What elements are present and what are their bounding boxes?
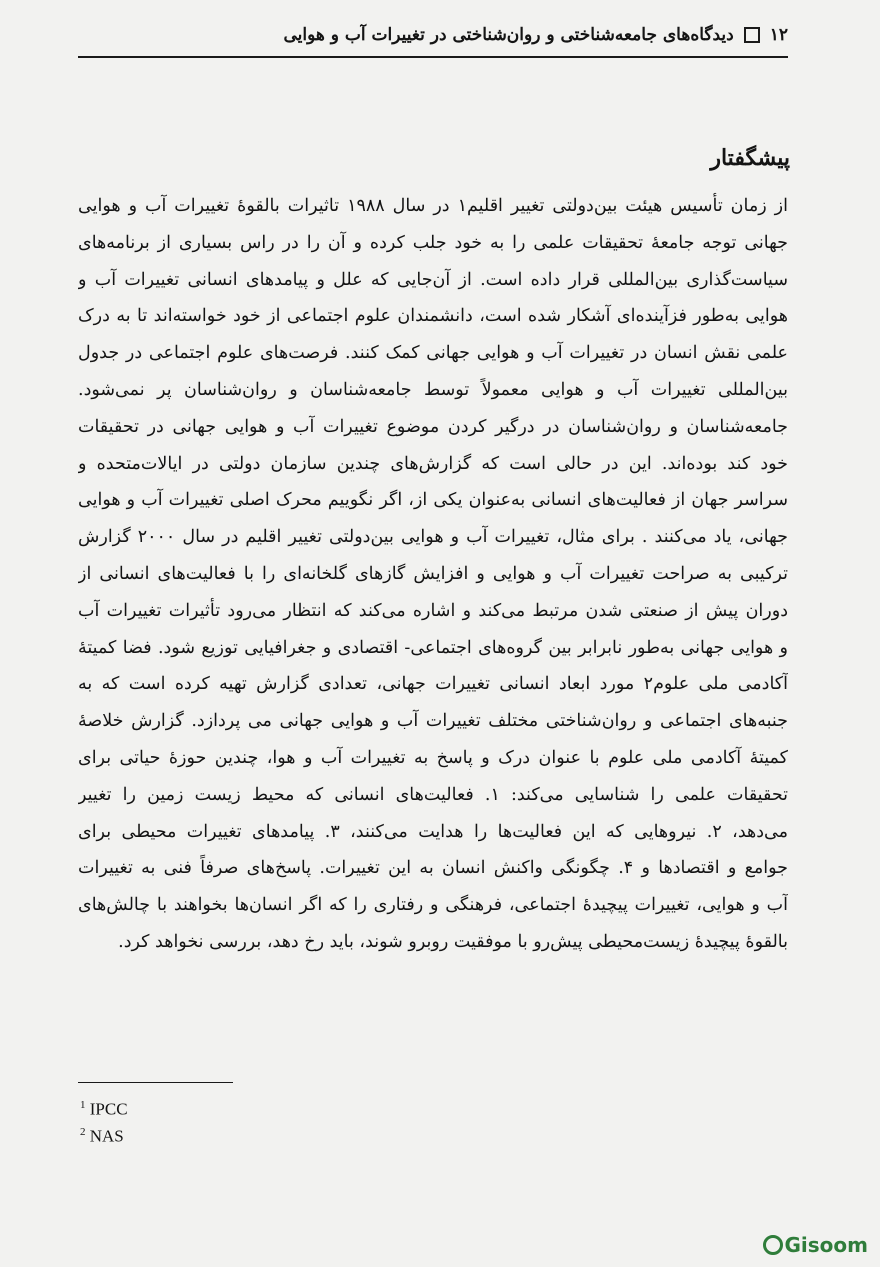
brand-text: Gisoom <box>784 1233 868 1257</box>
text-line: می‌دهد، ۲. نیروهایی که این فعالیت‌ها را هدایت می‌کنند، ۳. پیامدهای تغییرات محیطی برای <box>78 821 788 842</box>
square-bullet-icon <box>744 27 760 43</box>
text-line: جامعه‌شناسان و روان‌شناسان در درگیر کردن موضوع تغییرات آب و هوایی جهانی در تحقیقات <box>78 416 788 437</box>
text-line: جهانی توجه جامعهٔ تحقیقات علمی را به خود جلب کرده و آن را در راس بسیاری از برنامه‌های <box>78 232 788 253</box>
text-line: آب و هوایی، تغییرات پیچیدهٔ اجتماعی، فرهنگی و رفتاری را که اگر انسان‌ها بخواهند با چالش‌های <box>78 895 788 916</box>
footnotes <box>80 1094 128 1147</box>
text-line: سراسر جهان از فعالیت‌های انسانی به‌عنوان یکی از، اگر نگوییم محرک اصلی تغییرات آب و هوایی <box>78 490 788 511</box>
section-heading: پیشگفتار <box>710 145 790 171</box>
page-number: ۱۲ <box>769 25 788 45</box>
text-line: هوایی به‌طور فزآینده‌ای آشکار شده است، دانشمندان علوم اجتماعی از خود خواسته‌اند تا به درک <box>78 306 788 327</box>
brand-mark-icon <box>763 1235 783 1255</box>
footnote-2 <box>80 1121 128 1148</box>
text-line: بالقوهٔ پیچیدهٔ زیست‌محیطی پیش‌رو با موفقیت روبرو شوند، باید رخ دهد، بررسی نخواهد کرد. <box>118 931 788 952</box>
footnote-marker: 1 <box>80 1099 86 1111</box>
text-line: و هوایی جهانی به‌طور نابرابر بین گروه‌های اجتماعی- اقتصادی و جغرافیایی توزیع شود. فضا کمیتهٔ <box>78 637 788 658</box>
text-line: تحقیقات علمی را شناسایی می‌کند: ۱. فعالیت‌های انسانی که محیط زیست زمین را تغییر <box>78 784 788 805</box>
text-line: جهانی، یاد می‌کنند . برای مثال، تغییرات آب و هوایی بین‌دولتی تغییر اقلیم در سال ۲۰۰۰ گزارش <box>78 527 788 548</box>
brand-logo <box>763 1233 869 1257</box>
text-line: ترکیبی به صراحت تغییرات آب و هوایی و افزایش گازهای گلخانه‌ای را با فعالیت‌های انسانی از <box>78 563 788 584</box>
text-line: علمی نقش انسان در تغییرات آب و هوایی جهانی کمک کنند. فرصت‌های علوم اجتماعی در جدول <box>78 343 788 364</box>
footnote-text: IPCC <box>89 1099 128 1119</box>
footnote-1 <box>80 1094 128 1121</box>
text-line: از زمان تأسیس هیئت بین‌دولتی تغییر اقلیم۱ در سال ۱۹۸۸ تاثیرات بالقوهٔ تغییرات آب و هوایی <box>78 196 788 216</box>
text-line: جوامع و اقتصادها و ۴. چگونگی واکنش انسان به این تغییرات. پاسخ‌های صرفاً فنی به تغییرات <box>78 858 788 879</box>
text-line: بین‌المللی تغییرات آب و هوایی معمولاً توسط جامعه‌شناسان و روان‌شناسان پر نمی‌شود. <box>78 379 788 400</box>
running-header <box>78 14 788 58</box>
running-header-title: دیدگاه‌های جامعه‌شناختی و روان‌شناختی در تغییرات آب و هوایی <box>283 25 734 45</box>
text-line: کمیتهٔ آکادمی ملی علوم با عنوان درک و پاسخ به تغییرات آب و هوا، چندین حوزهٔ حیاتی برای <box>78 747 788 768</box>
footnote-text: NAS <box>89 1126 124 1146</box>
footnote-divider <box>78 1082 233 1083</box>
footnote-marker: 2 <box>80 1125 86 1138</box>
body-paragraph <box>78 188 788 961</box>
text-line: سیاست‌گذاری بین‌المللی قرار داده است. از آن‌جایی که علل و پیامدهای انسانی تغییرات آب و <box>78 269 788 290</box>
text-line: جنبه‌های اجتماعی و روان‌شناختی مختلف تغییرات آب و هوایی جهانی می پردازد. گزارش خلاصهٔ <box>78 711 788 732</box>
text-line: آکادمی ملی علوم۲ مورد ابعاد انسانی تغییرات جهانی، تعدادی گزارش تهیه کرده است که به <box>78 674 788 695</box>
text-line: دوران پیش از صنعتی شدن مرتبط می‌کند و اشاره می‌کند که انتظار می‌رود تأثیرات تغییرات آب <box>78 600 788 621</box>
text-line: خود کند بوده‌اند. این در حالی است که گزارش‌های چندین سازمان دولتی در ایالات‌متحده و <box>78 453 788 474</box>
